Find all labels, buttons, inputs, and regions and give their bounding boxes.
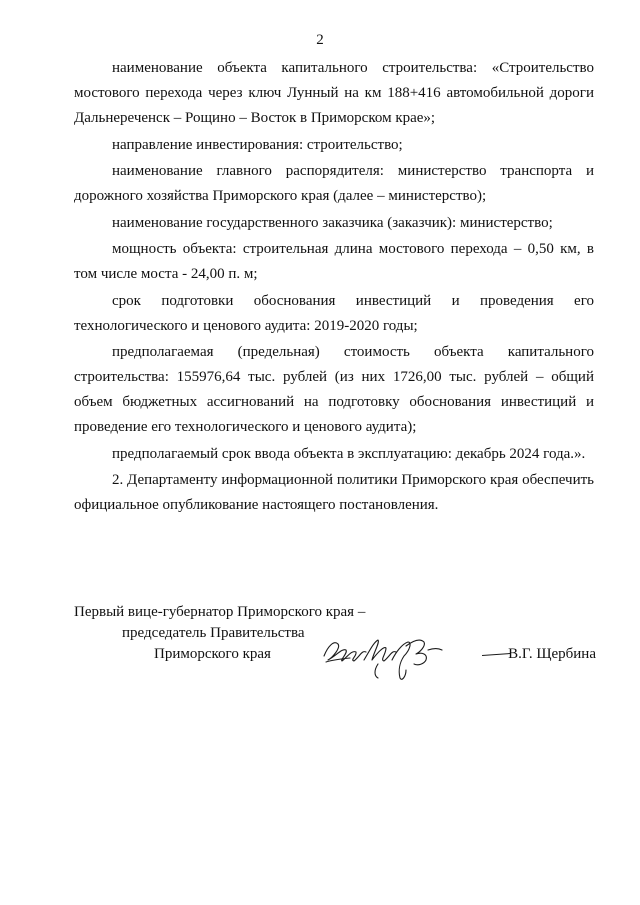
paragraph-estimated-cost: предполагаемая (предельная) стоимость объекта капитального строительства: 155976,64 тыс. рублей (из них 1726,00 тыс. рублей – общий объем бюджетных ассигнований на подготовку обоснования инвестиций и проведение его технологического и ценового аудита); <box>74 344 594 435</box>
paragraph-commissioning-date: предполагаемый срок ввода объекта в эксплуатацию: декабрь 2024 года.». <box>112 445 586 462</box>
paragraph-state-customer: наименование государственного заказчика (заказчик): министерство; <box>112 214 553 231</box>
signature-block <box>74 602 596 682</box>
paragraph-audit-period: срок подготовки обоснования инвестиций и проведения его технологического и ценового аудита: 2019-2020 годы; <box>74 292 594 334</box>
signatory-title-line-2: председатель Правительства <box>122 625 305 641</box>
paragraph-publication-order: 2. Департаменту информационной политики Приморского края обеспечить официальное опубликование настоящего постановления. <box>74 472 594 513</box>
paragraph-chief-administrator: наименование главного распорядителя: министерство транспорта и дорожного хозяйства Приморского края (далее – министерство); <box>74 163 594 204</box>
document-body <box>74 56 594 518</box>
signatory-title-line-3: Приморского края <box>154 646 271 662</box>
signatory-name: В.Г. Щербина <box>508 646 596 662</box>
paragraph-object-name: наименование объекта капитального строительства: «Строительство мостового перехода через ключ Лунный на км 188+416 автомобильной дороги Дальнереченск – Рощино – Восток в Приморском крае»; <box>74 60 594 126</box>
signature-dash <box>482 653 510 656</box>
paragraph-investment-direction: направление инвестирования: строительство; <box>112 136 403 153</box>
signatory-title-line-1: Первый вице-губернатор Приморского края – <box>74 604 366 620</box>
handwritten-signature <box>320 626 450 682</box>
paragraph-capacity: мощность объекта: строительная длина мостового перехода – 0,50 км, в том числе моста - 24,00 п. м; <box>74 241 594 282</box>
page-number: 2 <box>316 32 324 48</box>
